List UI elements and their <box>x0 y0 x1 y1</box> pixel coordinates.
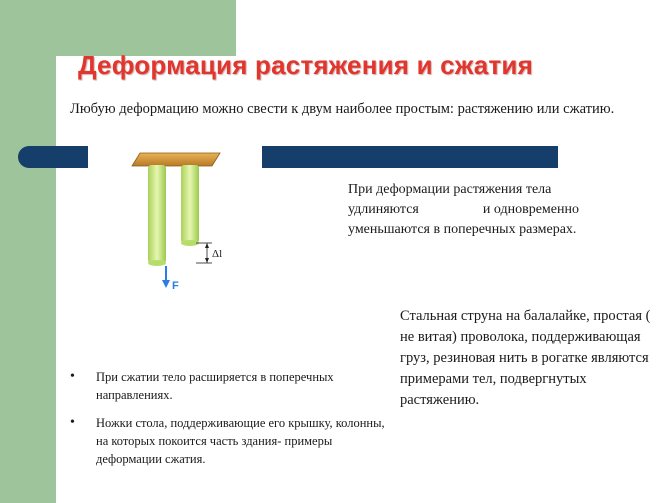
intro-text: Любую деформацию можно свести к двум наиболее простым: растяжению или сжатию. <box>70 101 615 117</box>
tension-figure <box>92 150 232 295</box>
tension-text-b: и одновременно уменьшаются в поперечных размерах. <box>348 202 579 237</box>
bullet-dot: • <box>70 415 75 430</box>
force-label: F <box>172 280 179 292</box>
slide-title: Деформация растяжения и сжатия <box>78 50 533 80</box>
delta-l-marker <box>196 243 212 263</box>
delta-l-label: Δl <box>212 248 223 260</box>
bullet-text: При сжатии тело расширяется в поперечных направлениях. <box>96 370 334 402</box>
bullet-item <box>68 368 388 404</box>
decorative-bar-left <box>18 146 88 168</box>
decorative-bar-right <box>262 146 558 168</box>
long-rod <box>148 165 166 266</box>
tension-description <box>348 180 608 240</box>
bullet-dot: • <box>70 369 75 384</box>
top-green-band <box>56 0 236 56</box>
tension-text-a: При деформации растяжения тела удлиняются <box>348 182 552 217</box>
compression-bullets <box>68 368 388 478</box>
bullet-text: Ножки стола, поддерживающие его крышку, колонны, на которых покоится часть здания- примеры деформации сжатия. <box>96 416 385 466</box>
short-rod <box>181 165 199 246</box>
left-green-band <box>0 0 56 503</box>
ceiling-plate <box>132 153 220 166</box>
tension-examples: Стальная струна на балалайке, простая ( не витая) проволока, поддерживающая груз, резиновая нить в рогатке являются примерами тел, подвергнутых растяжению. <box>400 308 651 408</box>
bullet-item <box>68 414 388 468</box>
force-arrow <box>162 266 170 288</box>
